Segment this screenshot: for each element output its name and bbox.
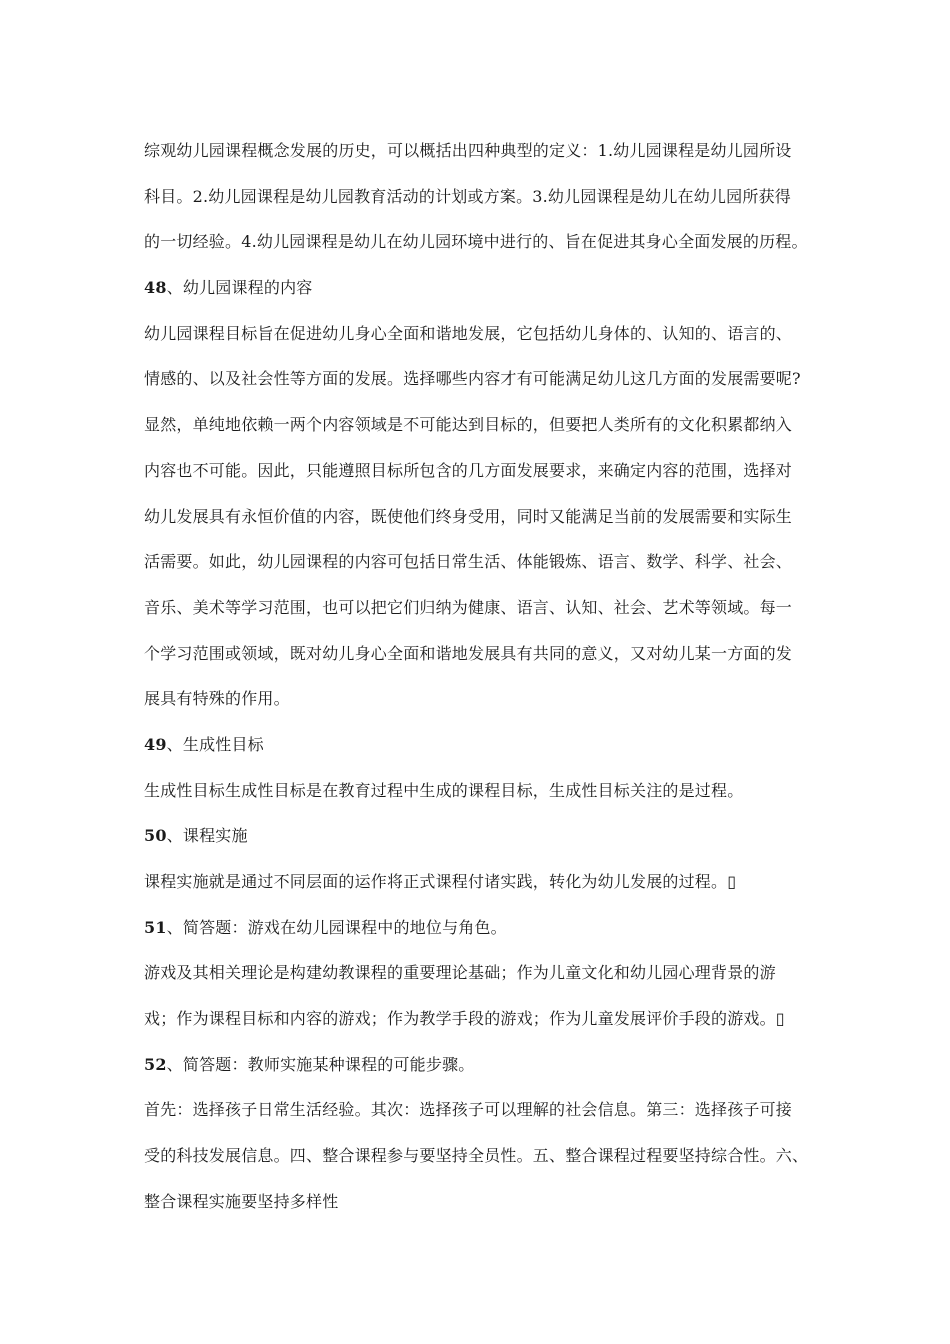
section-heading-52 (144, 1050, 812, 1096)
section-number: 50 (144, 826, 167, 846)
section-number: 49 (144, 734, 167, 754)
body-line: 的一切经验。4.幼儿园课程是幼儿在幼儿园环境中进行的、旨在促进其身心全面发展的历程。 (144, 232, 808, 252)
body-line: 课程实施就是通过不同层面的运作将正式课程付诸实践，转化为幼儿发展的过程。▯ (144, 872, 737, 891)
body-line: 个学习范围或领域，既对幼儿身心全面和谐地发展具有共同的意义，又对幼儿某一方面的发 (144, 643, 793, 663)
document-page (144, 136, 812, 1233)
body-line: 整合课程实施要坚持多样性 (144, 1191, 339, 1211)
section-heading-50 (144, 821, 812, 867)
body-line: 游戏及其相关理论是构建幼教课程的重要理论基础；作为儿童文化和幼儿园心理背景的游 (144, 963, 776, 983)
body-line: 首先：选择孩子日常生活经验。其次：选择孩子可以理解的社会信息。第三：选择孩子可接 (144, 1100, 793, 1120)
body-line: 情感的、以及社会性等方面的发展。选择哪些内容才有可能满足幼儿这几方面的发展需要呢? (144, 369, 801, 389)
section-title: 、幼儿园课程的内容 (166, 278, 313, 298)
section-heading-48 (144, 273, 812, 319)
section-number: 52 (144, 1054, 167, 1074)
body-line: 展具有特殊的作用。 (144, 689, 290, 709)
body-line: 受的科技发展信息。四、整合课程参与要坚持全员性。五、整合课程过程要坚持综合性。六、 (144, 1146, 809, 1166)
body-line: 幼儿园课程目标旨在促进幼儿身心全面和谐地发展，它包括幼儿身体的、认知的、语言的、 (144, 323, 793, 343)
section-number: 48 (144, 278, 167, 298)
section-title: 、生成性目标 (166, 734, 264, 754)
body-line: 活需要。如此，幼儿园课程的内容可包括日常生活、体能锻炼、语言、数学、科学、社会、 (144, 552, 793, 572)
body-line: 显然，单纯地依赖一两个内容领域是不可能达到目标的，但要把人类所有的文化积累都纳入 (144, 415, 793, 435)
section-title: 、课程实施 (166, 826, 248, 846)
body-line: 生成性目标生成性目标是在教育过程中生成的课程目标，生成性目标关注的是过程。 (144, 780, 744, 800)
section-heading-49 (144, 730, 812, 776)
section-title: 、简答题：教师实施某种课程的可能步骤。 (166, 1054, 475, 1074)
section-number: 51 (144, 917, 167, 937)
body-line: 戏；作为课程目标和内容的游戏；作为教学手段的游戏；作为儿童发展评价手段的游戏。▯ (144, 1009, 785, 1029)
section-heading-51 (144, 913, 812, 959)
body-line: 内容也不可能。因此，只能遵照目标所包含的几方面发展要求，来确定内容的范围，选择对 (144, 460, 793, 480)
body-line: 音乐、美术等学习范围，也可以把它们归纳为健康、语言、认知、社会、艺术等领域。每一 (144, 597, 793, 617)
body-line: 综观幼儿园课程概念发展的历史，可以概括出四种典型的定义：1.幼儿园课程是幼儿园所设 (144, 141, 792, 160)
body-line: 幼儿发展具有永恒价值的内容，既使他们终身受用，同时又能满足当前的发展需要和实际生 (144, 506, 793, 526)
body-line: 科目。2.幼儿园课程是幼儿园教育活动的计划或方案。3.幼儿园课程是幼儿在幼儿园所获得 (144, 186, 791, 206)
section-title: 、简答题：游戏在幼儿园课程中的地位与角色。 (166, 917, 507, 937)
